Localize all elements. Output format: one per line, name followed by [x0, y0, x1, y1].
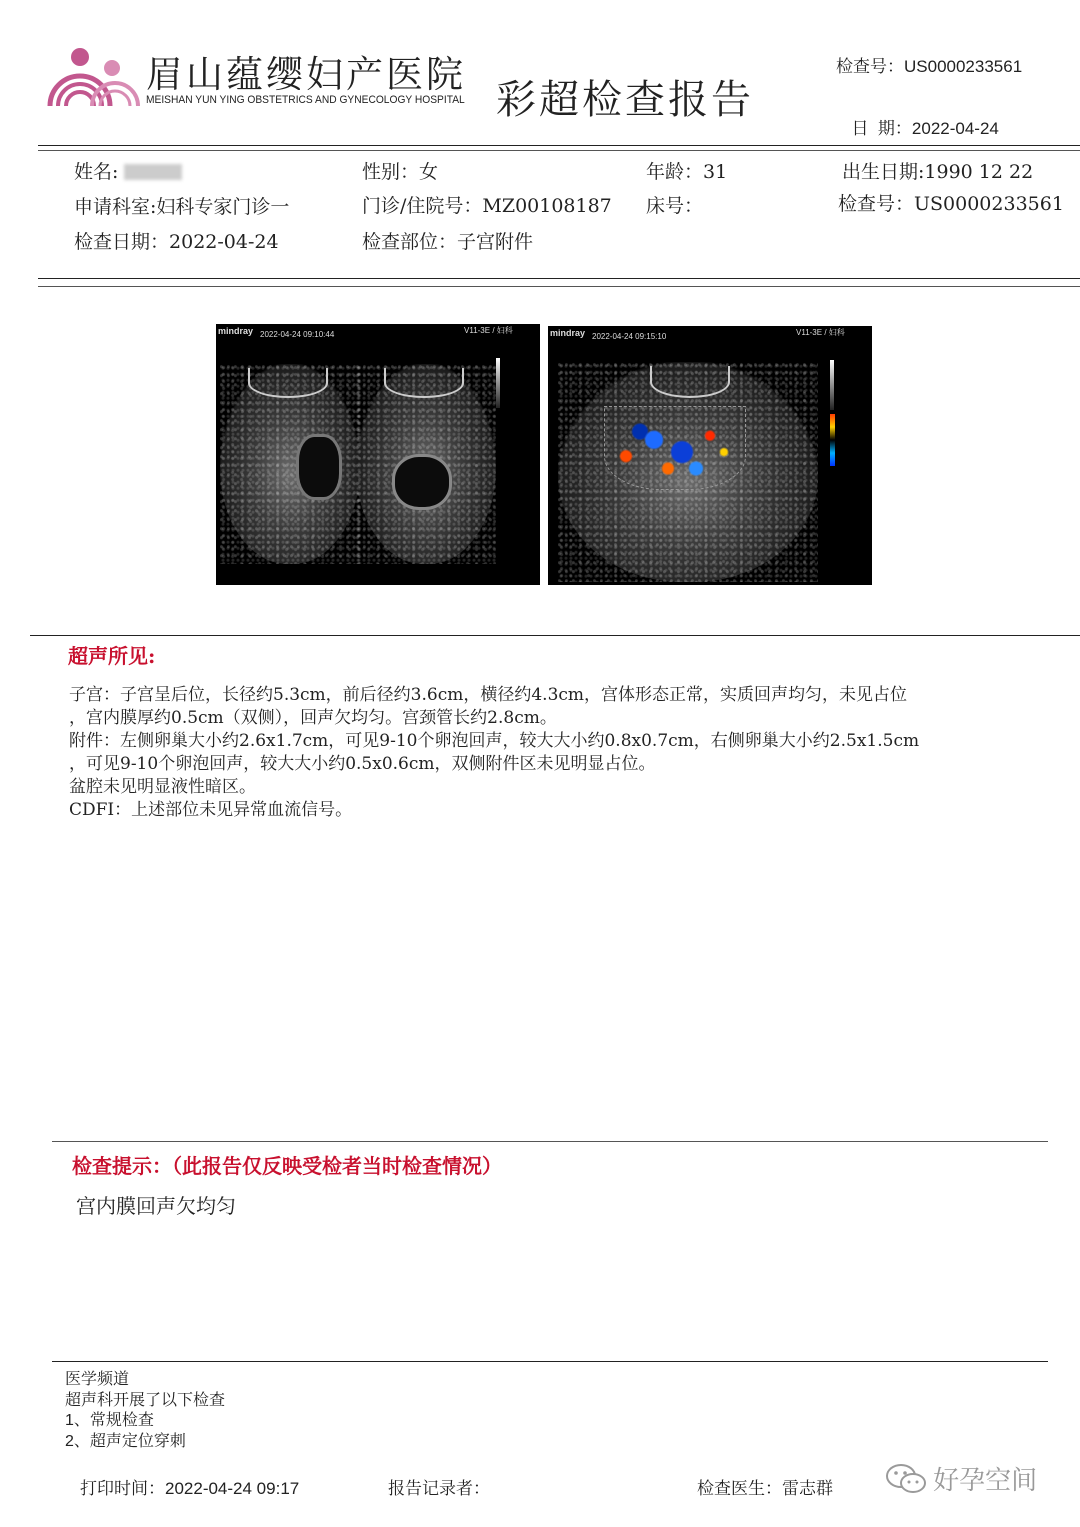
us-right-doppler-box	[604, 406, 746, 490]
patient-dob-value: 1990 12 22	[924, 161, 1034, 183]
patient-dept-label: 申请科室:	[74, 196, 157, 218]
patient-dob	[842, 157, 1033, 184]
patient-exam-no-label: 检查号：	[838, 193, 915, 215]
header-date-label: 日 期：	[851, 119, 912, 138]
patient-name-label: 姓名:	[74, 161, 119, 183]
footer-notes	[65, 1368, 225, 1452]
conclusion-text: 宫内膜回声欠均匀	[76, 1194, 236, 1218]
patient-clinic-label: 门诊/住院号：	[362, 195, 483, 217]
conclusion-divider	[52, 1141, 1048, 1142]
exam-doctor-label: 检查医生：	[697, 1479, 782, 1499]
us-right-brand: mindray	[550, 328, 586, 338]
patient-exam-site	[362, 227, 533, 254]
patient-clinic-value: MZ00108187	[482, 195, 612, 217]
ultrasound-image-left	[216, 324, 540, 585]
logo-icon	[46, 46, 142, 110]
patient-exam-date-label: 检查日期：	[74, 231, 170, 253]
hospital-logo	[46, 46, 142, 110]
patient-exam-date-value: 2022-04-24	[169, 231, 279, 253]
patient-exam-site-value: 子宫附件	[457, 231, 534, 253]
watermark	[884, 1460, 1037, 1497]
header-date	[842, 94, 999, 139]
footer-line: 2、超声定位穿刺	[65, 1433, 186, 1450]
footer-line: 1、常规检查	[65, 1412, 154, 1429]
us-left-brand: mindray	[218, 326, 254, 336]
header-date-value: 2022-04-24	[911, 119, 999, 138]
patient-gender-label: 性别：	[362, 161, 420, 183]
us-right-timestamp: 2022-04-24 09:15:10	[592, 332, 667, 341]
patient-bed-label: 床号：	[646, 195, 704, 217]
us-right-color-scale	[830, 414, 835, 466]
footer-line: 医学频道	[65, 1369, 130, 1388]
header-divider-top	[38, 145, 1080, 146]
report-recorder	[388, 1474, 490, 1499]
us-left-probe-arc-b	[384, 368, 464, 398]
patient-dept	[74, 192, 289, 219]
patient-divider-1	[38, 278, 1080, 279]
patient-exam-no-value: US0000233561	[914, 193, 1064, 215]
patient-bed	[646, 191, 703, 218]
us-left-timestamp: 2022-04-24 09:10:44	[260, 330, 335, 339]
us-right-probe: V11-3E / 妇科	[796, 328, 845, 337]
patient-clinic-no	[362, 191, 612, 218]
header-divider-top-2	[38, 150, 1080, 151]
print-time	[80, 1474, 299, 1499]
findings-line: 附件：左侧卵巢大小约2.6x1.7cm，可见9-10个卵泡回声，较大大小约0.8x0.7cm，右侧卵巢大小约2.5x1.5cm	[69, 731, 920, 751]
us-left-lesion-b	[392, 454, 452, 510]
patient-exam-site-label: 检查部位：	[362, 231, 458, 253]
findings-divider	[30, 635, 1080, 636]
patient-name	[74, 157, 182, 184]
us-left-lesion-a	[296, 434, 342, 500]
ultrasound-image-right	[548, 326, 872, 585]
us-right-gray-scale	[830, 360, 834, 410]
findings-line: 子宫：子宫呈后位，长径约5.3cm，前后径约3.6cm，横径约4.3cm，宫体形态正常，实质回声均匀，未见占位	[69, 685, 908, 705]
patient-gender-value: 女	[419, 161, 439, 183]
header-exam-no	[836, 52, 1022, 77]
us-left-gray-scale	[496, 358, 500, 408]
findings-line: CDFI：上述部位未见异常血流信号。	[69, 800, 353, 820]
wechat-icon	[884, 1461, 928, 1497]
watermark-text: 好孕空间	[933, 1466, 1038, 1496]
footer-divider	[52, 1361, 1048, 1362]
us-right-probe-arc	[650, 366, 730, 398]
patient-gender	[362, 157, 438, 184]
exam-doctor-value: 雷志群	[782, 1479, 833, 1499]
conclusion-heading: 检查提示：（此报告仅反映受检者当时检查情况）	[72, 1154, 502, 1178]
us-left-topbar	[216, 324, 540, 338]
us-left-probe: V11-3E / 妇科	[464, 326, 513, 335]
us-left-probe-arc-a	[248, 368, 328, 398]
hospital-name-cn: 眉山蕴缨妇产医院	[146, 53, 466, 96]
patient-age	[646, 157, 727, 184]
print-time-value: 2022-04-24 09:17	[165, 1479, 300, 1498]
findings-body	[69, 684, 919, 822]
patient-dob-label: 出生日期:	[842, 161, 925, 183]
header-exam-no-value: US0000233561	[904, 57, 1023, 76]
patient-age-label: 年龄：	[646, 161, 704, 183]
findings-line: ，可见9-10个卵泡回声，较大大小约0.5x0.6cm，双侧附件区未见明显占位。	[69, 754, 656, 774]
report-recorder-label: 报告记录者：	[388, 1479, 490, 1499]
hospital-name-en: MEISHAN YUN YING OBSTETRICS AND GYNECOLOGY HOSPITAL	[146, 94, 465, 106]
findings-heading: 超声所见:	[68, 644, 156, 668]
patient-divider-2	[38, 286, 1080, 287]
patient-age-value: 31	[703, 161, 728, 183]
patient-exam-no	[838, 189, 1064, 216]
report-title: 彩超检查报告	[496, 77, 754, 123]
exam-doctor	[697, 1474, 833, 1499]
print-time-label: 打印时间：	[80, 1479, 165, 1498]
patient-name-redacted	[124, 164, 182, 180]
findings-line: 盆腔未见明显液性暗区。	[69, 777, 256, 797]
findings-line: ，宫内膜厚约0.5cm（双侧），回声欠均匀。宫颈管长约2.8cm。	[69, 708, 557, 728]
patient-dept-value: 妇科专家门诊一	[156, 196, 290, 218]
patient-exam-date	[74, 227, 279, 254]
footer-line: 超声科开展了以下检查	[65, 1390, 226, 1409]
us-right-topbar	[548, 326, 872, 340]
header-exam-no-label: 检查号：	[836, 57, 904, 76]
